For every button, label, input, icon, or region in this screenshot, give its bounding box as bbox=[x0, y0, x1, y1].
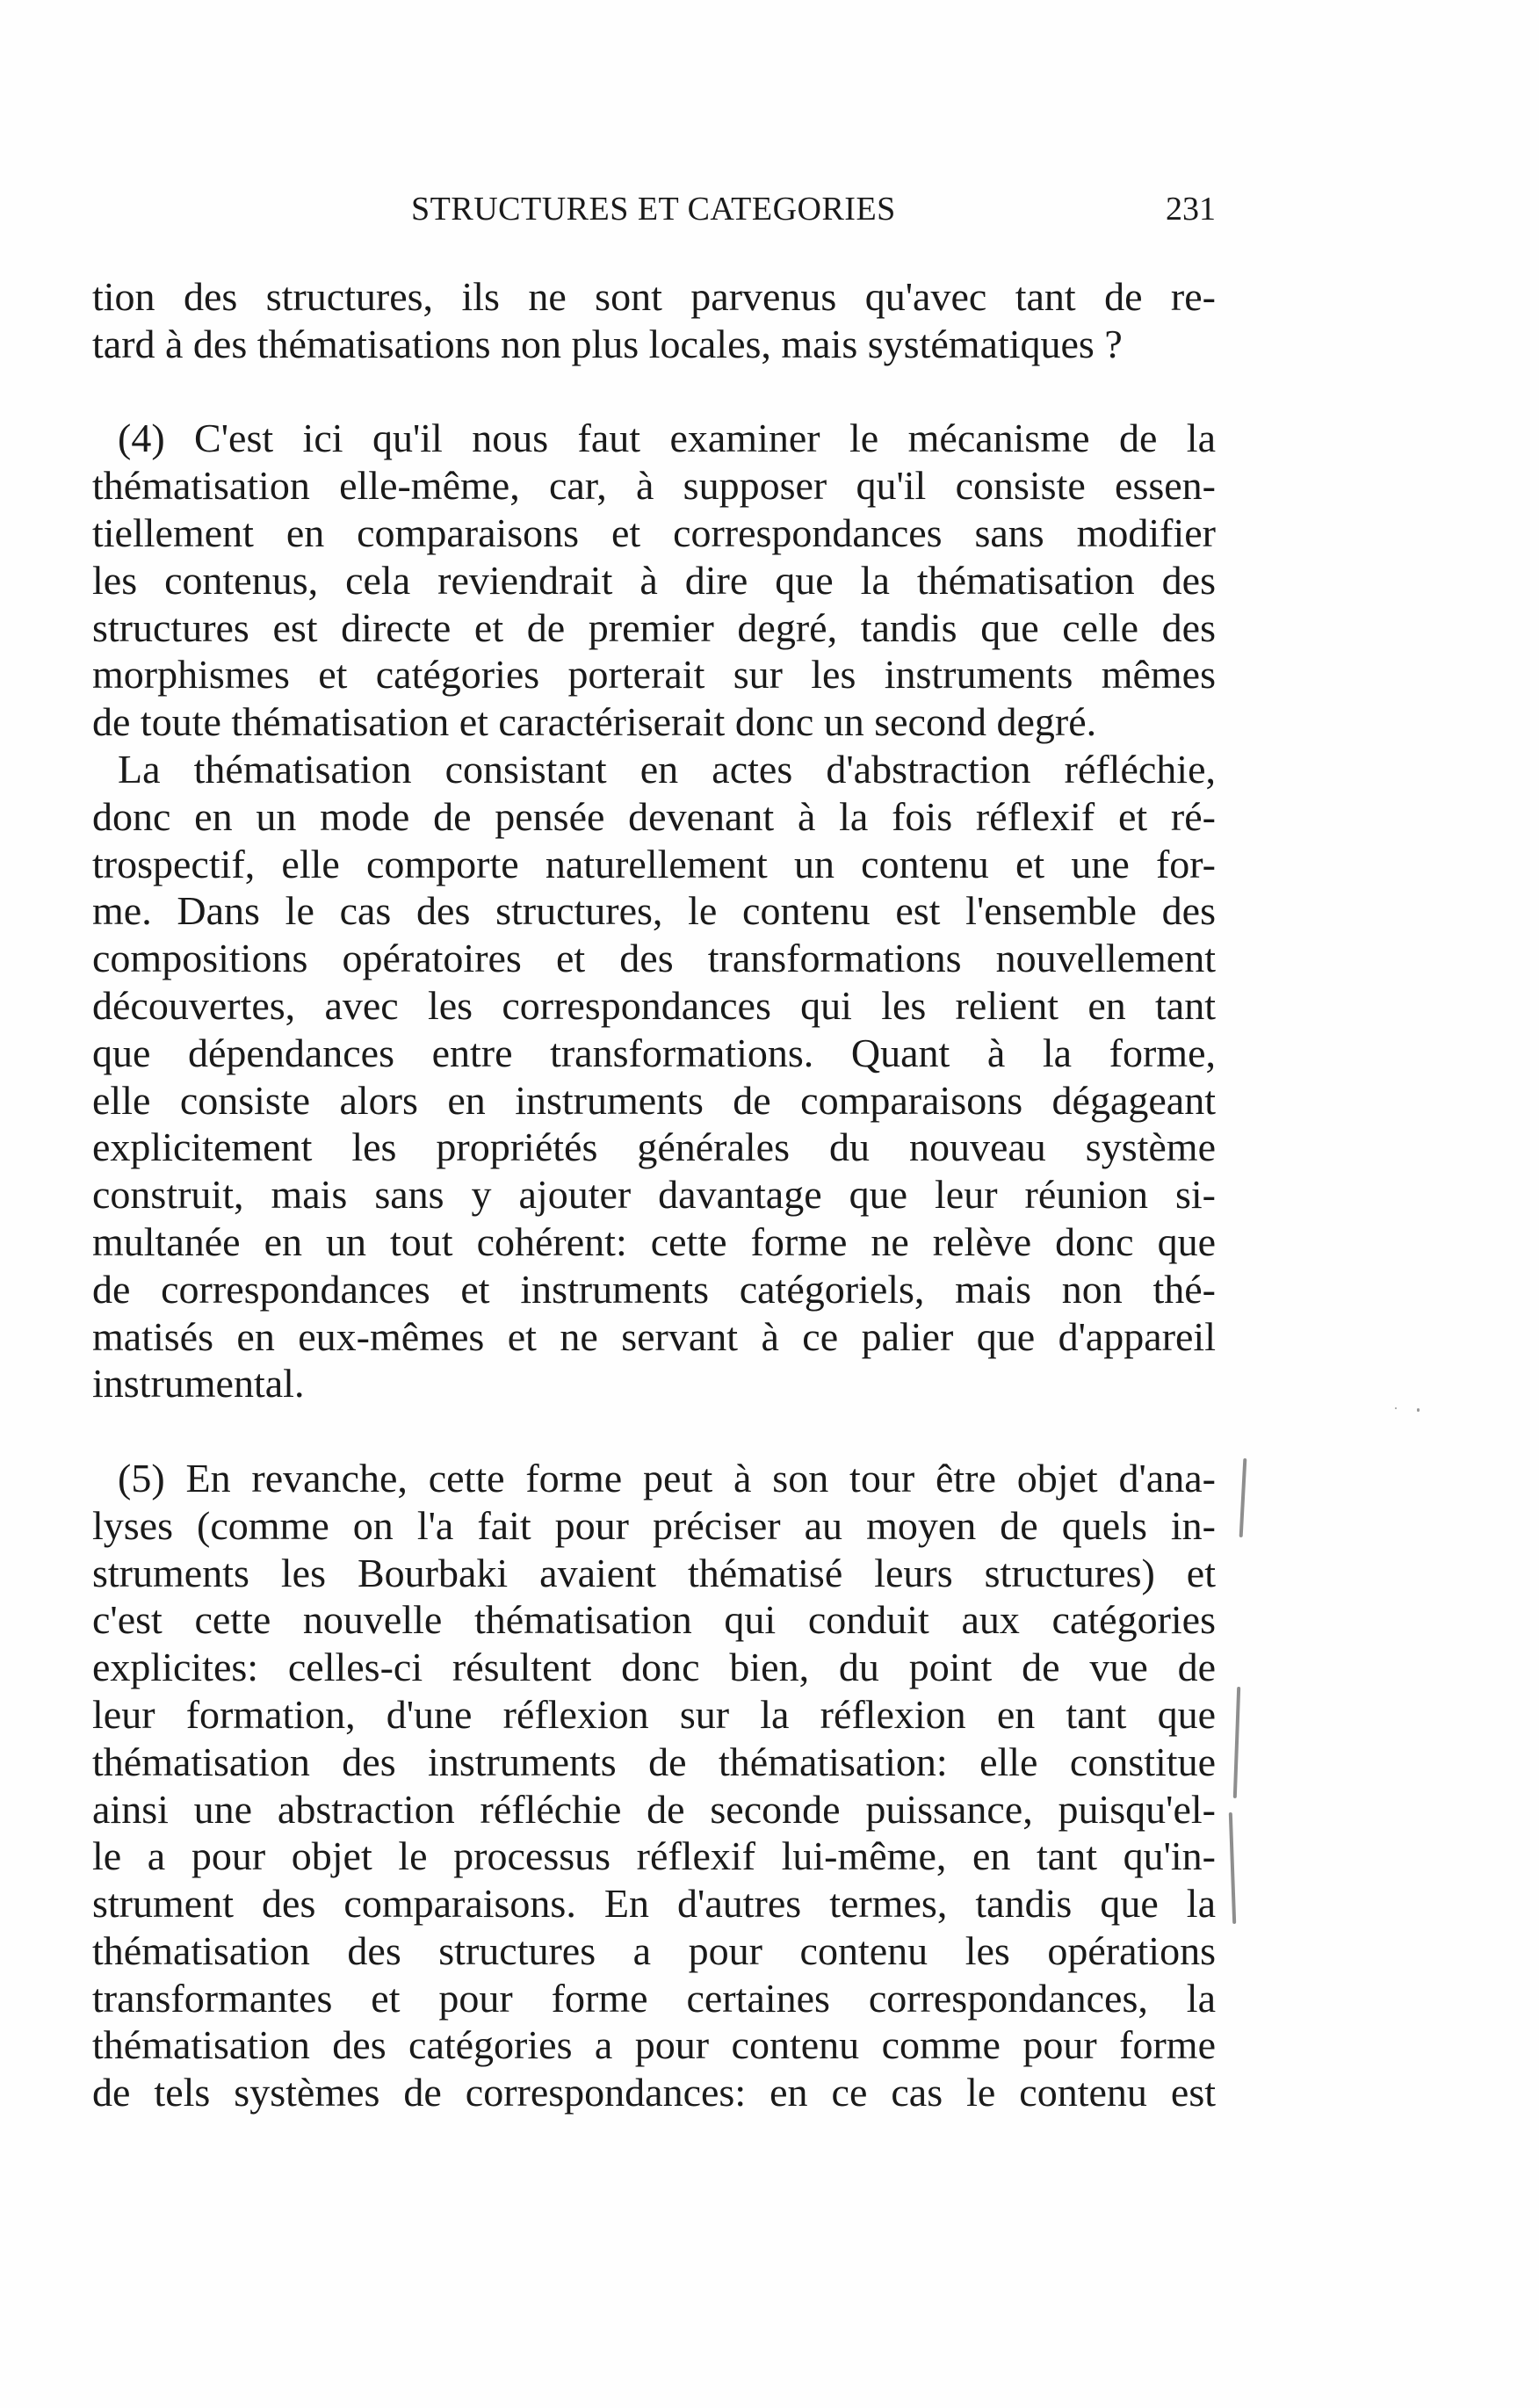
text-line: (5) En revanche, cette forme peut à son tour être objet d'ana- bbox=[118, 1455, 1216, 1500]
text-line: de toute thématisation et caractériserait donc un second degré. bbox=[92, 699, 1097, 745]
body-text bbox=[92, 273, 1216, 2116]
text-line: struments les Bourbaki avaient thématisé leurs structures) et bbox=[92, 1550, 1216, 1595]
text-line: tion des structures, ils ne sont parvenus qu'avec tant de re- bbox=[92, 274, 1216, 319]
text-line: construit, mais sans y ajouter davantage que leur réunion si- bbox=[92, 1172, 1216, 1218]
text-line: de tels systèmes de correspondances: en ce cas le contenu est bbox=[92, 2070, 1216, 2115]
text-line: trospectif, elle comporte naturellement un contenu et une for- bbox=[92, 841, 1216, 886]
running-header bbox=[92, 188, 1216, 230]
page-number: 231 bbox=[1166, 191, 1216, 228]
text-line: tiellement en comparaisons et correspondances sans modifier bbox=[92, 510, 1216, 555]
text-line: explicites: celles-ci résultent donc bien, du point de vue de bbox=[92, 1645, 1216, 1690]
text-line: leur formation, d'une réflexion sur la réflexion en tant que bbox=[92, 1691, 1216, 1737]
pencil-margin-mark bbox=[1229, 1812, 1236, 1924]
text-line: c'est cette nouvelle thématisation qui conduit aux catégories bbox=[92, 1597, 1216, 1643]
text-line: transformantes et pour forme certaines correspondances, la bbox=[92, 1975, 1216, 2021]
pencil-margin-mark bbox=[1233, 1687, 1240, 1798]
text-line: La thématisation consistant en actes d'abstraction réfléchie, bbox=[118, 746, 1216, 792]
text-line: que dépendances entre transformations. Quant à la forme, bbox=[92, 1030, 1216, 1075]
text-line: découvertes, avec les correspondances qui les relient en tant bbox=[92, 982, 1216, 1028]
text-line: (4) C'est ici qu'il nous faut examiner le mécanisme de la bbox=[118, 416, 1216, 461]
running-title: STRUCTURES ET CATEGORIES bbox=[411, 191, 896, 228]
text-line: thématisation des catégories a pour contenu comme pour forme bbox=[92, 2022, 1216, 2068]
text-line: compositions opératoires et des transformations nouvellement bbox=[92, 936, 1216, 981]
text-line: elle consiste alors en instruments de comparaisons dégageant bbox=[92, 1077, 1216, 1123]
text-line: matisés en eux-mêmes et ne servant à ce palier que d'appareil bbox=[92, 1313, 1216, 1359]
text-line: instrumental. bbox=[92, 1361, 305, 1406]
text-line: explicitement les propriétés générales du nouveau système bbox=[92, 1124, 1216, 1170]
text-line: morphismes et catégories porterait sur les instruments mêmes bbox=[92, 652, 1216, 698]
scan-speck bbox=[1395, 1407, 1397, 1409]
text-line: de correspondances et instruments catégoriels, mais non thé- bbox=[92, 1266, 1216, 1312]
text-line: thématisation elle-même, car, à supposer qu'il consiste essen- bbox=[92, 463, 1216, 509]
text-line: me. Dans le cas des structures, le contenu est l'ensemble des bbox=[92, 888, 1216, 934]
text-line: tard à des thématisations non plus locales, mais systématiques ? bbox=[92, 321, 1123, 366]
text-line: thématisation des structures a pour contenu les opérations bbox=[92, 1927, 1216, 1973]
pencil-margin-mark bbox=[1239, 1458, 1247, 1537]
text-line: structures est directe et de premier degré, tandis que celle des bbox=[92, 604, 1216, 650]
scan-speck bbox=[1417, 1408, 1420, 1412]
text-line: thématisation des instruments de thématisation: elle constitue bbox=[92, 1739, 1216, 1784]
paragraph-thematisation bbox=[92, 746, 1216, 1407]
text-line: les contenus, cela reviendrait à dire que la thématisation des bbox=[92, 557, 1216, 603]
text-line: donc en un mode de pensée devenant à la fois réflexif et ré- bbox=[92, 793, 1216, 839]
paragraph-continuation bbox=[92, 273, 1216, 368]
text-line: ainsi une abstraction réfléchie de seconde puissance, puisqu'el- bbox=[92, 1786, 1216, 1832]
text-line: multanée en un tout cohérent: cette forme ne relève donc que bbox=[92, 1218, 1216, 1264]
text-line: strument des comparaisons. En d'autres termes, tandis que la bbox=[92, 1881, 1216, 1927]
text-line: lyses (comme on l'a fait pour préciser au moyen de quels in- bbox=[92, 1502, 1216, 1548]
paragraph-4 bbox=[92, 415, 1216, 746]
text-line: le a pour objet le processus réflexif lui-même, en tant qu'in- bbox=[92, 1833, 1216, 1879]
paragraph-5 bbox=[92, 1455, 1216, 2116]
